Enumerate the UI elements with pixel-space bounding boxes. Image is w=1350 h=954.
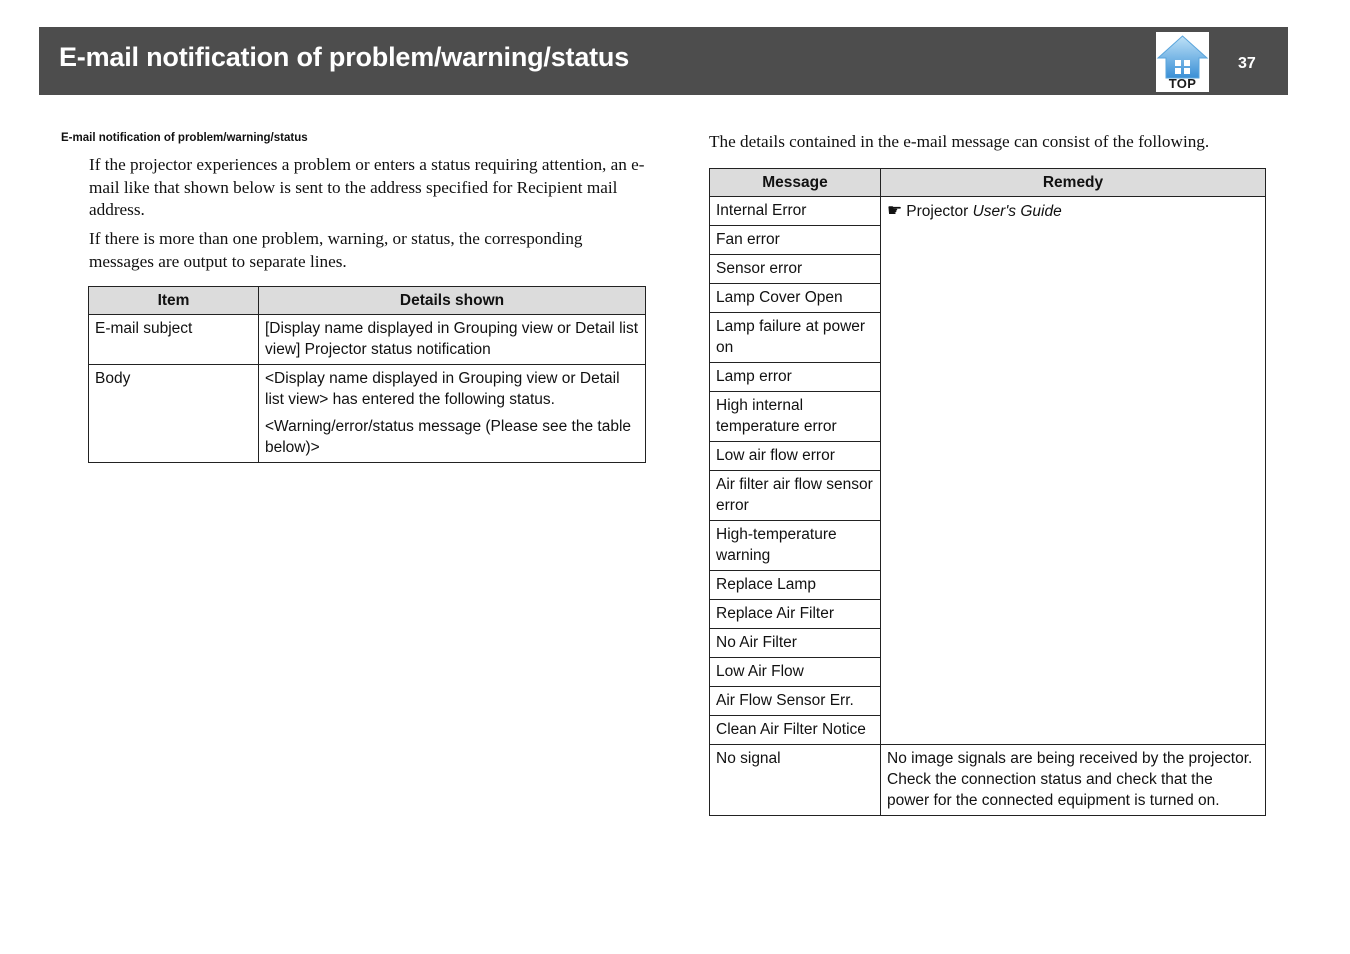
table-row — [89, 365, 646, 463]
page-title: E-mail notification of problem/warning/status — [59, 42, 630, 72]
table-row — [710, 745, 1266, 816]
message-remedy-table — [709, 168, 1266, 816]
intro-paragraph-2: If there is more than one problem, warning, or status, the corresponding messages are output to separate lines. — [89, 229, 583, 271]
remedy-ref-prefix: Projector — [906, 203, 969, 220]
details-cell — [259, 365, 646, 463]
message-cell: Low Air Flow — [710, 658, 881, 687]
pointing-hand-icon: ☛ — [887, 201, 903, 220]
section-heading: E-mail notification of problem/warning/status — [61, 132, 308, 144]
message-cell: Internal Error — [710, 197, 881, 226]
item-cell: E-mail subject — [89, 315, 259, 365]
message-cell: Lamp Cover Open — [710, 284, 881, 313]
home-icon — [1156, 34, 1209, 80]
column-header-details: Details shown — [259, 287, 646, 315]
details-cell — [259, 315, 646, 365]
top-home-link[interactable] — [1156, 32, 1209, 92]
details-text: <Warning/error/status message (Please see the table below)> — [265, 418, 632, 456]
details-text: <Display name displayed in Grouping view or Detail list view> has entered the following status. — [265, 370, 620, 408]
message-cell: High-temperature warning — [710, 521, 881, 571]
details-text: [Display name displayed in Grouping view or Detail list view] Projector status notification — [265, 320, 639, 358]
message-cell: Sensor error — [710, 255, 881, 284]
table-header-row — [710, 169, 1266, 197]
column-header-item: Item — [89, 287, 259, 315]
table-row — [710, 197, 1266, 226]
message-cell: Replace Air Filter — [710, 600, 881, 629]
message-cell: High internal temperature error — [710, 392, 881, 442]
column-header-remedy: Remedy — [881, 169, 1266, 197]
header-bar — [39, 27, 1288, 95]
message-cell: No Air Filter — [710, 629, 881, 658]
remedy-cell — [881, 197, 1266, 745]
intro-paragraph-1: If the projector experiences a problem or enters a status requiring attention, an e-mail like that shown below is sent to the address specified for Recipient mail address. — [89, 155, 645, 219]
details-intro: The details contained in the e-mail message can consist of the following. — [709, 132, 1210, 151]
item-cell: Body — [89, 365, 259, 463]
email-items-table — [88, 286, 646, 463]
message-cell: Air Flow Sensor Err. — [710, 687, 881, 716]
message-cell: Air filter air flow sensor error — [710, 471, 881, 521]
message-cell: Replace Lamp — [710, 571, 881, 600]
message-cell: Lamp failure at power on — [710, 313, 881, 363]
column-header-message: Message — [710, 169, 881, 197]
message-cell: Lamp error — [710, 363, 881, 392]
top-label: TOP — [1168, 76, 1197, 91]
message-cell: No signal — [710, 745, 881, 816]
table-row — [89, 315, 646, 365]
message-cell: Clean Air Filter Notice — [710, 716, 881, 745]
page-number: 37 — [1238, 55, 1256, 72]
table-header-row — [89, 287, 646, 315]
users-guide-link[interactable]: User's Guide — [972, 203, 1062, 220]
message-cell: Fan error — [710, 226, 881, 255]
remedy-cell: No image signals are being received by the projector. Check the connection status and check that the power for the connected equipment is turned on. — [881, 745, 1266, 816]
message-cell: Low air flow error — [710, 442, 881, 471]
